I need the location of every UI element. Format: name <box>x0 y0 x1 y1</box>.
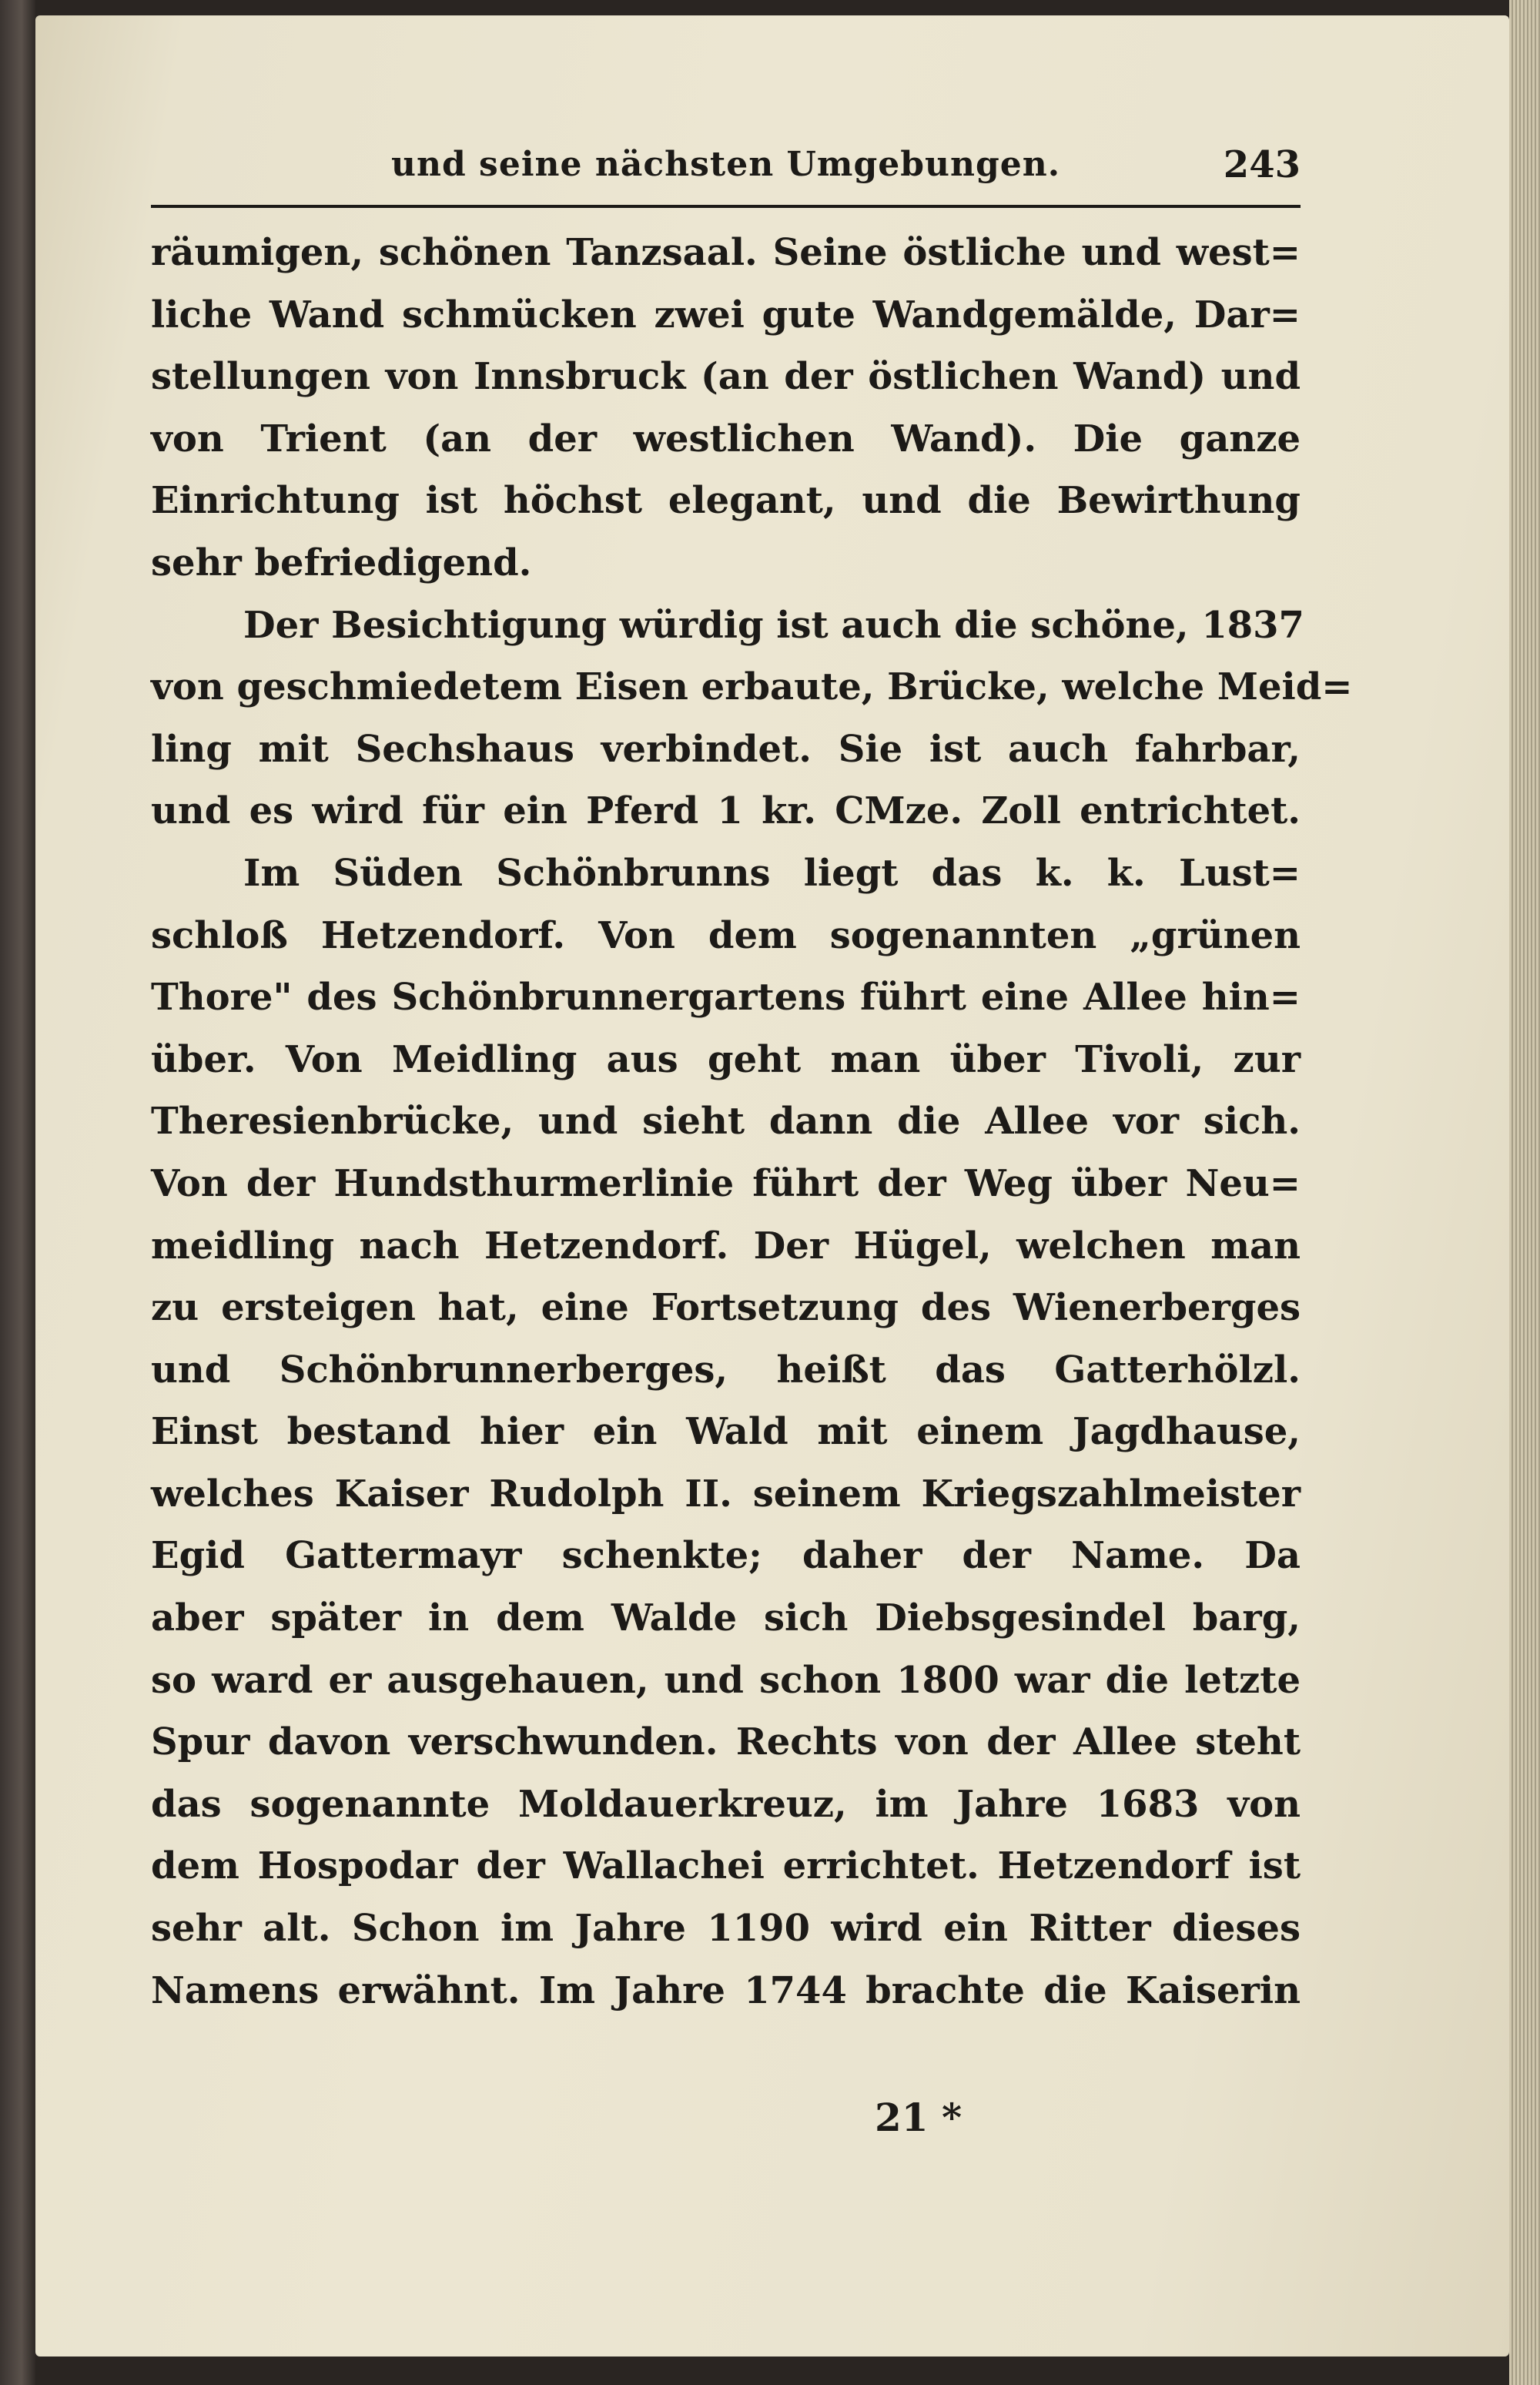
text-line: sehr befriedigend. <box>151 541 532 585</box>
text-line: Namens erwähnt. Im Jahre 1744 brachte die Kaiserin <box>151 1968 1301 2012</box>
text-line: meidling nach Hetzendorf. Der Hügel, welchen man <box>151 1224 1301 1268</box>
text-line: und Schönbrunnerberges, heißt das Gatterhölzl. <box>151 1348 1301 1392</box>
text-line: Theresienbrücke, und sieht dann die Allee vor sich. <box>151 1100 1301 1144</box>
body-text <box>151 222 1353 2022</box>
text-line: von geschmiedetem Eisen erbaute, Brücke, welche Meid= <box>151 665 1353 709</box>
running-title: und seine nächsten Umgebungen. <box>390 145 1061 184</box>
signature-mark: 21 * <box>875 2095 962 2140</box>
page-number: 243 <box>1223 143 1301 186</box>
text-line: über. Von Meidling aus geht man über Tivoli, zur <box>151 1037 1301 1081</box>
book-spine <box>0 0 35 2385</box>
text-line: Egid Gattermayr schenkte; daher der Name. Da <box>151 1534 1301 1578</box>
text-line: liche Wand schmücken zwei gute Wandgemälde, Dar= <box>151 293 1301 337</box>
page-header <box>151 139 1301 208</box>
text-line: und es wird für ein Pferd 1 kr. CMze. Zoll entrichtet. <box>151 789 1301 833</box>
text-line: welches Kaiser Rudolph II. seinem Kriegszahlmeister <box>151 1472 1301 1516</box>
text-line: von Trient (an der westlichen Wand). Die ganze <box>151 417 1301 461</box>
text-line: schloß Hetzendorf. Von dem sogenannten „grünen <box>151 913 1301 957</box>
text-line: aber später in dem Walde sich Diebsgesindel barg, <box>151 1596 1301 1640</box>
book-page <box>35 15 1509 2357</box>
text-line: räumigen, schönen Tanzsaal. Seine östliche und west= <box>151 231 1301 274</box>
text-line: stellungen von Innsbruck (an der östlichen Wand) und <box>151 355 1301 399</box>
text-line: Spur davon verschwunden. Rechts von der Allee steht <box>151 1720 1301 1764</box>
text-line: Thore" des Schönbrunnergartens führt eine Allee hin= <box>151 976 1301 1020</box>
text-line: zu ersteigen hat, eine Fortsetzung des Wienerberges <box>151 1286 1301 1330</box>
text-line: Einrichtung ist höchst elegant, und die Bewirthung <box>151 479 1301 523</box>
text-line: sehr alt. Schon im Jahre 1190 wird ein Ritter dieses <box>151 1907 1301 1951</box>
text-line: das sogenannte Moldauerkreuz, im Jahre 1683 von <box>151 1782 1301 1826</box>
text-line: Von der Hundsthurmerlinie führt der Weg über Neu= <box>151 1161 1301 1205</box>
text-line: ling mit Sechshaus verbindet. Sie ist auch fahrbar, <box>151 727 1301 771</box>
text-line: so ward er ausgehauen, und schon 1800 war die letzte <box>151 1658 1301 1702</box>
text-line: Einst bestand hier ein Wald mit einem Jagdhause, <box>151 1410 1301 1454</box>
page-edges <box>1509 0 1540 2385</box>
text-line: Im Süden Schönbrunns liegt das k. k. Lust= <box>243 851 1301 895</box>
text-line: Der Besichtigung würdig ist auch die schöne, 1837 <box>243 603 1304 647</box>
text-line: dem Hospodar der Wallachei errichtet. Hetzendorf ist <box>151 1844 1301 1888</box>
